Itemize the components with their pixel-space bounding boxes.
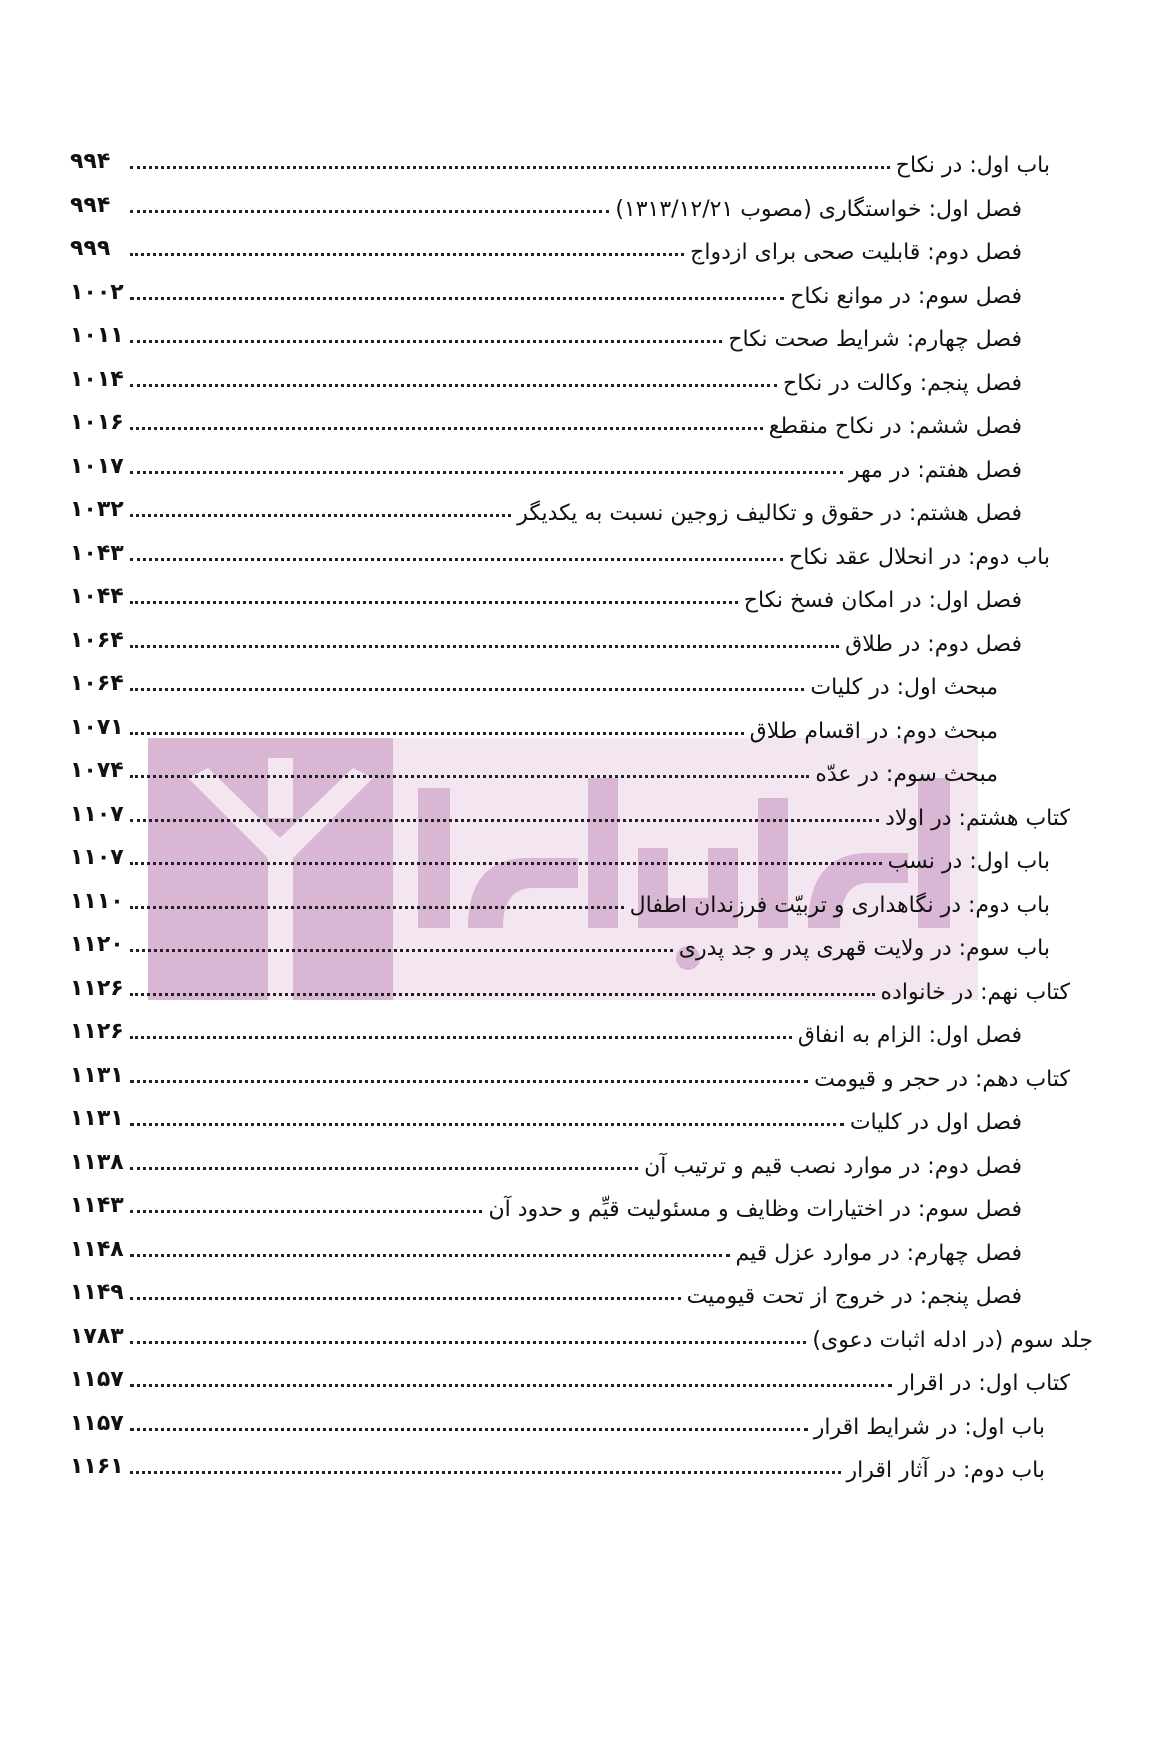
toc-title: فصل اول: در امکان فسخ نکاح <box>743 588 1022 613</box>
toc-entry[interactable] <box>70 1141 1022 1181</box>
toc-entry[interactable] <box>70 793 1070 833</box>
toc-leader-dots <box>130 993 875 996</box>
toc-entry[interactable] <box>70 923 1050 963</box>
toc-title: کتاب هشتم: در اولاد <box>885 805 1070 831</box>
toc-title: فصل اول: الزام به انفاق <box>797 1023 1022 1048</box>
toc-leader-dots <box>130 906 624 909</box>
toc-entry[interactable] <box>70 1054 1070 1094</box>
toc-leader-dots <box>130 558 783 561</box>
toc-page-number: ۱۰۴۴ <box>70 584 124 609</box>
toc-entry[interactable] <box>70 1010 1022 1050</box>
toc-title: مبحث اول: در کلیات <box>810 675 998 700</box>
toc-leader-dots <box>130 688 804 691</box>
toc-title: باب دوم: در آثار اقرار <box>846 1458 1045 1483</box>
toc-title: فصل ششم: در نکاح منقطع <box>768 414 1022 439</box>
toc-entry[interactable] <box>70 836 1050 876</box>
toc-title: فصل هفتم: در مهر <box>848 457 1022 483</box>
toc-page-number: ۱۰۶۴ <box>70 627 124 653</box>
toc-entry[interactable] <box>70 662 998 702</box>
toc-page-number: ۱۱۳۱ <box>70 1062 124 1088</box>
toc-leader-dots <box>130 471 843 474</box>
toc-title: فصل پنجم: وکالت در نکاح <box>783 370 1022 396</box>
toc-leader-dots <box>130 1297 681 1300</box>
toc-page-number: ۱۱۵۷ <box>70 1410 124 1436</box>
toc-page-number: ۱۱۴۸ <box>70 1236 124 1262</box>
toc-page-number: ۹۹۴ <box>70 149 111 174</box>
toc-leader-dots <box>130 775 809 778</box>
toc-page-number: ۱۷۸۳ <box>70 1323 124 1349</box>
toc-leader-dots <box>130 1254 730 1257</box>
toc-title: فصل هشتم: در حقوق و تکالیف زوجین نسبت به یکدیگر <box>517 501 1022 526</box>
toc-title: مبحث سوم: در عدّه <box>815 762 998 787</box>
toc-leader-dots <box>130 1384 892 1387</box>
toc-page-number: ۹۹۹ <box>70 236 111 261</box>
toc-page-number: ۱۱۲۶ <box>70 975 124 1001</box>
toc-entry[interactable] <box>70 575 1022 615</box>
toc-page-number: ۱۱۴۹ <box>70 1280 124 1305</box>
toc-title: کتاب نهم: در خانواده <box>880 979 1070 1005</box>
toc-leader-dots <box>130 862 882 865</box>
toc-title: فصل اول: خواستگاری (مصوب ۱۳۱۳/۱۲/۲۱) <box>615 196 1022 222</box>
toc-leader-dots <box>130 819 879 822</box>
toc-leader-dots <box>130 1123 844 1126</box>
toc-entry[interactable] <box>70 1228 1022 1268</box>
toc-page-number: ۱۰۷۱ <box>70 714 124 740</box>
toc-entry[interactable] <box>70 1445 1045 1485</box>
toc-page-number: ۱۱۶۱ <box>70 1454 124 1479</box>
toc-title: جلد سوم (در ادله اثبات دعوی) <box>812 1327 1093 1353</box>
toc-entry[interactable] <box>70 140 1050 180</box>
toc-page-number: ۱۱۰۷ <box>70 801 124 827</box>
toc-leader-dots <box>130 1210 482 1213</box>
toc-title: فصل اول در کلیات <box>849 1110 1022 1135</box>
toc-page-number: ۹۹۴ <box>70 192 111 218</box>
toc-leader-dots <box>130 1471 841 1474</box>
toc-leader-dots <box>130 514 511 517</box>
toc-title: باب اول: در نسب <box>887 849 1050 874</box>
toc-page-number: ۱۰۷۴ <box>70 758 124 783</box>
toc-title: باب اول: در نکاح <box>895 153 1050 178</box>
toc-leader-dots <box>130 1341 806 1344</box>
toc-title: فصل سوم: در اختیارات وظایف و مسئولیت قیِّم و حدود آن <box>488 1197 1022 1222</box>
toc-page-number: ۱۰۳۲ <box>70 497 124 522</box>
toc-page-number: ۱۰۱۴ <box>70 366 124 392</box>
toc-page-number: ۱۰۱۱ <box>70 323 124 348</box>
toc-leader-dots <box>130 1428 808 1431</box>
toc-title: باب دوم: در نگاهداری و تربیّت فرزندان اطفال <box>629 892 1050 918</box>
toc-entry[interactable] <box>70 749 998 789</box>
toc-page-number: ۱۱۲۰ <box>70 932 124 957</box>
toc-entry[interactable] <box>70 619 1022 659</box>
toc-leader-dots <box>130 427 763 430</box>
toc-leader-dots <box>130 253 684 256</box>
toc-entry[interactable] <box>70 706 998 746</box>
toc-page-number: ۱۱۴۳ <box>70 1193 124 1218</box>
toc-title: باب سوم: در ولایت قهری پدر و جد پدری <box>678 936 1050 961</box>
toc-leader-dots <box>130 601 738 604</box>
toc-entry[interactable] <box>70 314 1022 354</box>
toc-leader-dots <box>130 384 777 387</box>
toc-entry[interactable] <box>70 1097 1022 1137</box>
toc-page-number: ۱۰۴۳ <box>70 540 124 566</box>
toc-entry[interactable] <box>70 1184 1022 1224</box>
toc-entry[interactable] <box>70 271 1022 311</box>
toc-page-number: ۱۱۲۶ <box>70 1019 124 1044</box>
toc-leader-dots <box>130 645 839 648</box>
toc-entry[interactable] <box>70 1358 1070 1398</box>
toc-title: فصل چهارم: در موارد عزل قیم <box>735 1240 1022 1266</box>
toc-page-number: ۱۰۰۲ <box>70 279 124 305</box>
toc-entry[interactable] <box>70 445 1022 485</box>
toc-title: باب اول: در شرایط اقرار <box>813 1414 1045 1440</box>
toc-leader-dots <box>130 732 744 735</box>
toc-entry[interactable] <box>70 488 1022 528</box>
toc-page-number: ۱۱۵۷ <box>70 1367 124 1392</box>
toc-page-number: ۱۱۳۸ <box>70 1149 124 1175</box>
toc-entry[interactable] <box>70 1271 1022 1311</box>
toc-entry[interactable] <box>70 227 1022 267</box>
toc-page-number: ۱۰۱۶ <box>70 410 124 435</box>
toc-leader-dots <box>130 1167 638 1170</box>
toc-leader-dots <box>130 1036 792 1039</box>
toc-title: فصل دوم: قابلیت صحی برای ازدواج <box>690 240 1022 265</box>
toc-title: فصل دوم: در طلاق <box>845 631 1022 657</box>
toc-leader-dots <box>130 1080 808 1083</box>
toc-entry[interactable] <box>70 1402 1045 1442</box>
toc-title: فصل دوم: در موارد نصب قیم و ترتیب آن <box>644 1153 1022 1179</box>
toc-leader-dots <box>130 297 784 300</box>
toc-leader-dots <box>130 166 890 169</box>
toc-title: فصل سوم: در موانع نکاح <box>790 283 1022 309</box>
toc-entry[interactable] <box>70 880 1050 920</box>
toc-page-number: ۱۰۶۴ <box>70 671 124 696</box>
toc-title: باب دوم: در انحلال عقد نکاح <box>789 544 1050 570</box>
toc-title: فصل چهارم: شرایط صحت نکاح <box>728 327 1022 352</box>
toc-entry[interactable] <box>70 184 1022 224</box>
toc-entry[interactable] <box>70 358 1022 398</box>
toc-entry[interactable] <box>70 967 1070 1007</box>
toc-page-number: ۱۰۱۷ <box>70 453 124 479</box>
toc-entry[interactable] <box>70 532 1050 572</box>
toc-leader-dots <box>130 210 609 213</box>
toc-leader-dots <box>130 340 722 343</box>
toc-entry[interactable] <box>70 401 1022 441</box>
toc-page-number: ۱۱۰۷ <box>70 845 124 870</box>
toc-page-number: ۱۱۱۰ <box>70 888 124 914</box>
toc-entry[interactable] <box>70 1315 1093 1355</box>
toc-title: مبحث دوم: در اقسام طلاق <box>749 718 998 744</box>
toc-title: کتاب اول: در اقرار <box>898 1371 1070 1396</box>
toc-title: کتاب دهم: در حجر و قیومت <box>814 1066 1070 1092</box>
toc-leader-dots <box>130 949 673 952</box>
toc-page-number: ۱۱۳۱ <box>70 1106 124 1131</box>
toc-title: فصل پنجم: در خروج از تحت قیومیت <box>686 1284 1022 1309</box>
